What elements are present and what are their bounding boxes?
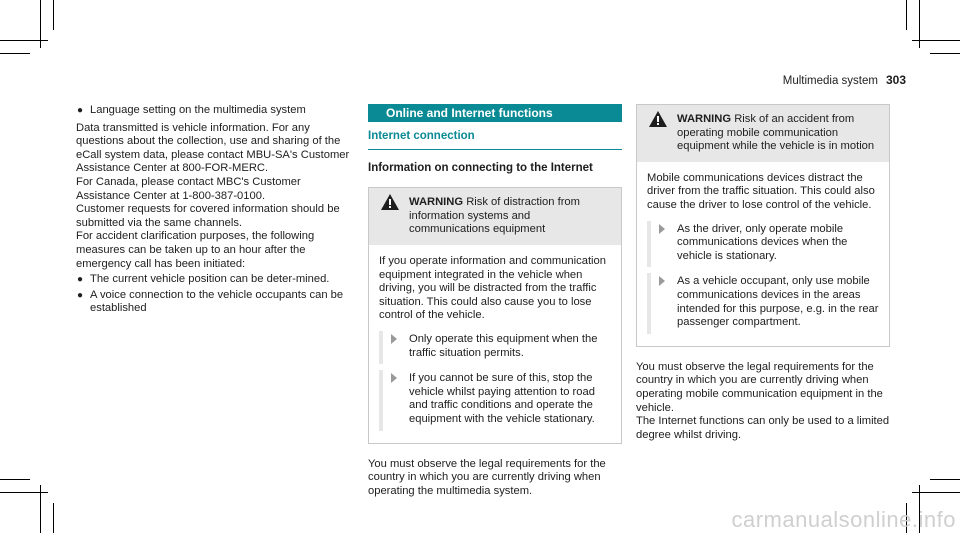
column-middle [368,104,622,498]
warning-label: WARNING [677,113,732,125]
crop-mark [930,53,960,54]
column-left [76,104,350,316]
paragraph: Customer requests for covered information should be submitted via the same channels. [76,203,340,229]
warning-title: Risk of distraction from information systems and communications equipment [409,196,580,236]
warning-box [368,187,622,443]
paragraph: The Internet functions can only be used to a limited degree whilst driving. [636,415,890,441]
crop-mark [912,492,960,493]
arrow-right-icon [391,373,397,383]
arrow-right-icon [659,276,665,286]
list-item [76,104,350,118]
watermark: carmanualsonline.info [731,507,956,533]
list-item-text: Language setting on the multimedia system [90,104,306,116]
warning-step-text: Only operate this equipment when the traffic situation permits. [409,332,598,359]
warning-triangle-icon [381,194,399,210]
heading: Information on connecting to the Internet [368,161,593,174]
column-right [636,104,890,442]
paragraph: For Canada, please contact MBC's Customer Assistance Center at 1-800-387-0100. [76,175,301,202]
warning-body [369,245,621,443]
list-item-text: The current vehicle position can be deter-mined. [90,273,330,286]
warning-step-text: As a vehicle occupant, only use mobile communications devices in the areas intended for this purpose, e.g. in the rear passenger compartment. [677,275,879,329]
arrow-right-icon [391,334,397,344]
warning-step [379,372,611,426]
warning-header [637,105,889,162]
subheading: Internet connection [368,130,622,150]
section-banner: Online and Internet functions [368,104,622,122]
bullet-icon: ● [77,289,84,301]
warning-label: WARNING [409,196,464,209]
bullet-icon: ● [77,274,84,286]
warning-step [379,333,611,360]
warning-header [369,188,621,245]
warning-step [647,223,879,264]
crop-mark [930,479,960,480]
crop-mark [0,479,30,480]
section-title: Multimedia system [782,75,878,87]
crop-mark [0,492,48,493]
paragraph: You must observe the legal requirements for the country in which you are currently driving when operating the multimedia system. [368,457,606,497]
list-item-text: A voice connection to the vehicle occupants can be established [90,288,344,315]
paragraph: You must observe the legal requirements for the country in which you are currently driving when operating mobile communication equipment in the vehicle. [636,360,883,414]
page-number: 303 [885,73,906,87]
crop-mark [53,0,54,30]
list-item [76,289,350,316]
crop-mark [0,53,30,54]
crop-mark [906,0,907,30]
step-bar [379,370,383,430]
warning-step [647,275,879,329]
step-bar [647,273,651,333]
crop-mark [53,503,54,533]
warning-title: Risk of an accident from operating mobile communication equipment while the vehicle is in motion [677,113,875,153]
warning-body [637,162,889,346]
crop-mark [0,40,48,41]
bullet-icon: ● [77,105,84,116]
warning-triangle-icon [649,111,667,127]
paragraph: For accident clarification purposes, the following measures can be taken up to an hour after the emergency call has been initiated: [76,230,315,270]
page-header [783,74,906,89]
arrow-right-icon [659,224,665,234]
step-bar [379,331,383,364]
warning-step-text: As the driver, only operate mobile communications devices when the vehicle is stationary. [677,222,848,262]
crop-mark [912,40,960,41]
step-bar [647,221,651,268]
paragraph: Data transmitted is vehicle information. For any questions about the collection, use and sharing of the eCall system data, please contact MBU-SA's Customer Assistance Center at 800-FOR-MERC. [76,121,350,175]
warning-text: Mobile communications devices distract the driver from the traffic situation. This could also cause the driver to lose control of the vehicle. [647,171,875,211]
warning-text: If you operate information and communication equipment integrated in the vehicle when driving, you will be distracted from the traffic situation. This could also cause you to lose control of the vehicle. [379,254,606,322]
warning-step-text: If you cannot be sure of this, stop the vehicle whilst paying attention to road and traffic conditions and operate the equipment with the vehicle stationary. [409,372,595,425]
list-item [76,273,350,287]
warning-box [636,104,890,347]
